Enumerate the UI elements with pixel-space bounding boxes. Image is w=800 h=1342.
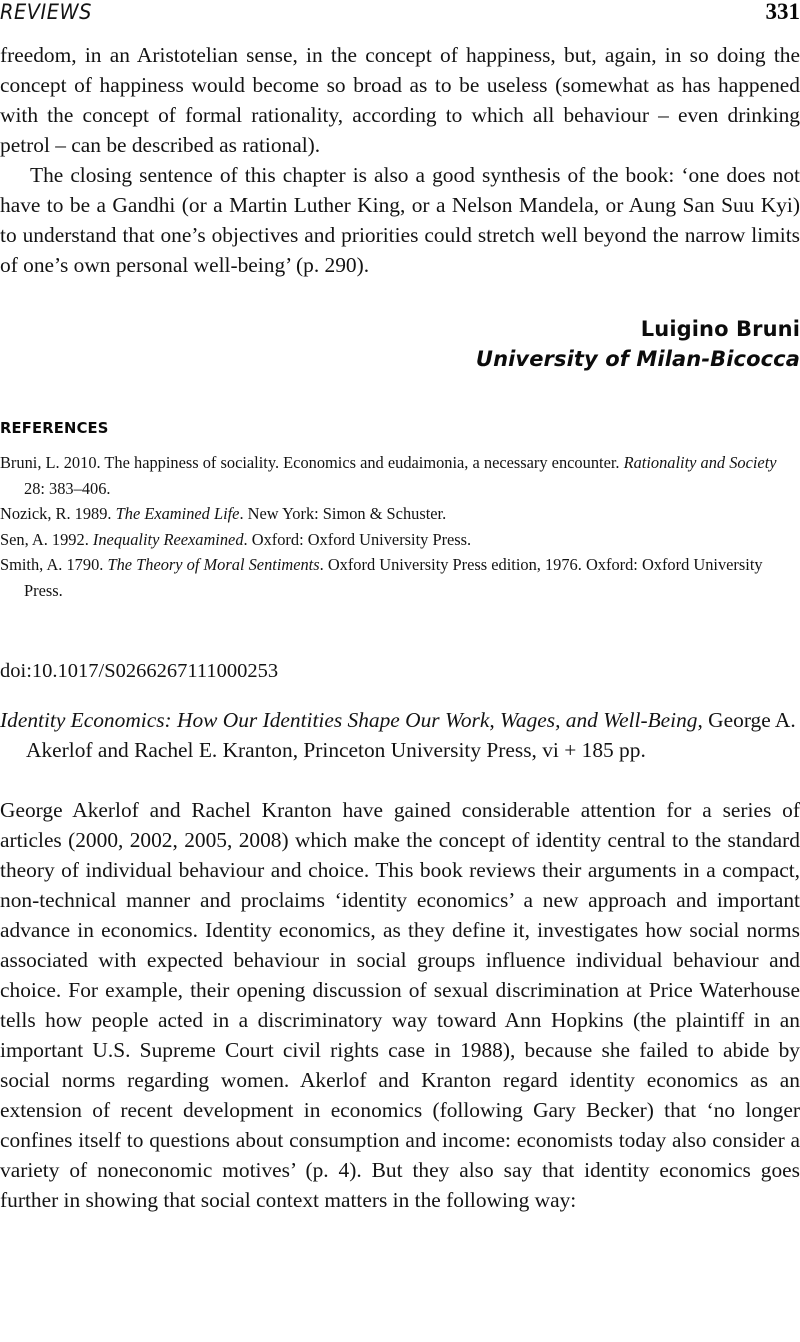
reference-text-post: . Oxford: Oxford University Press. — [243, 529, 472, 549]
spacer-after-doi — [0, 685, 800, 705]
reference-text-post: 28: 383–406. — [24, 478, 111, 498]
reference-text-pre: Sen, A. 1992. — [0, 529, 93, 549]
reference-text-pre: Nozick, R. 1989. — [0, 504, 116, 523]
reference-title-italic: The Theory of Moral Sentiments — [107, 555, 320, 574]
review-two-paragraph-1: George Akerlof and Rachel Kranton have gained considerable attention for a series of articles (2000, 2002, 2005, 2008) which make the concept of identity central to the standard theory of individual behaviour and choice. This book reviews their arguments in a compact, non-technical manner and proclaims ‘identity economics’ a new approach and important advance in economics. Identity economics, as they define it, investigates how social norms associated with expected behaviour in social groups influence individual behaviour and choice. For example, their opening discussion of sexual discrimination at Price Waterhouse tells how people acted in a discriminatory way toward Ann Hopkins (the plaintiff in an important U.S. Supreme Court civil rights case in 1988), because she failed to abide by social norms regarding women. Akerlof and Kranton regard identity economics as an extension of recent development in economics (following Gary Becker) that ‘no longer confines itself to questions about consumption and income: economists today also consider a variety of noneconomic motives’ (p. 4). But they also say that identity economics goes further in showing that social context matters in the following way: — [0, 798, 800, 1212]
book-title: Identity Economics: How Our Identities Shape Our Work, Wages, and Well-Being — [0, 708, 698, 732]
page-number: 331 — [765, 0, 800, 24]
review-one-paragraph-2: The closing sentence of this chapter is also a good synthesis of the book: ‘one does not have to be a Gandhi (or a Martin Luther King, or a Nelson Mandela, or Aung San Suu Kyi) to understand that one’s objectives and priorities could stretch well beyond the narrow limits of one’s own personal well-being’ (p. 290). — [0, 163, 800, 277]
running-head-section-label: REVIEWS — [0, 0, 92, 24]
book-publication-details: , George A. Akerlof and Rachel E. Kranton, Princeton University Press, vi + 185 pp. — [26, 708, 796, 762]
running-head — [0, 0, 800, 30]
reference-title-italic: The Examined Life — [115, 504, 240, 523]
references-list — [0, 450, 800, 603]
doi-identifier: doi:10.1017/S0266267111000253 — [0, 660, 279, 682]
book-citation — [0, 705, 800, 765]
reference-title-italic: Rationality and Society — [623, 453, 777, 472]
reviewer-affiliation: University of Milan-Bicocca — [475, 347, 800, 371]
reference-text-pre: Smith, A. 1790. — [0, 555, 108, 574]
reviewer-signature — [0, 314, 800, 374]
spacer-before-doi — [0, 603, 800, 657]
spacer-before-references — [0, 374, 800, 418]
reference-entry — [0, 450, 800, 501]
reviewer-name: Luigino Bruni — [640, 317, 800, 341]
reference-title-italic: Inequality Reexamined — [92, 529, 244, 549]
reference-text-post: . New York: Simon & Schuster. — [239, 504, 447, 523]
reference-text-pre: Bruni, L. 2010. The happiness of sociality. Economics and eudaimonia, a necessary encounter. — [0, 453, 624, 472]
reference-entry — [0, 501, 800, 527]
reference-entry — [0, 527, 800, 553]
references-heading: REFERENCES — [0, 419, 109, 437]
review-one-paragraph-1: freedom, in an Aristotelian sense, in the concept of happiness, but, again, in so doing the concept of happiness would become so broad as to be useless (somewhat as has happened with the concept of formal rationality, according to which all behaviour – even drinking petrol – can be described as rational). — [0, 43, 800, 157]
reference-entry — [0, 552, 800, 603]
reference-text-post: . Oxford University Press edition, 1976. Oxford: Oxford University Press. — [24, 555, 763, 600]
page-content — [0, 40, 800, 1215]
spacer-after-references-heading — [0, 438, 800, 450]
spacer-before-review-body — [0, 765, 800, 795]
